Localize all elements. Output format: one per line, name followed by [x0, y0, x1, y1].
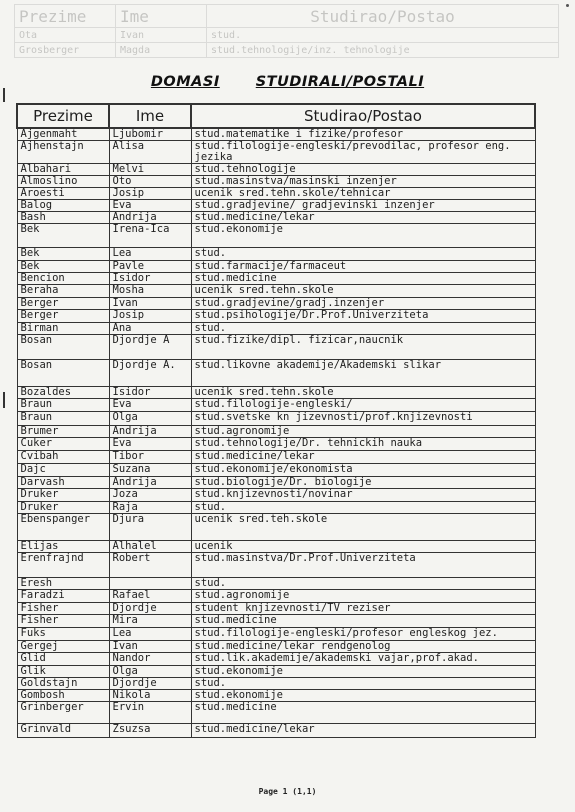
studied-cell: stud.ekonomije	[191, 224, 535, 248]
studied-cell: stud.medicine/lekar	[191, 212, 535, 224]
table-row	[17, 248, 535, 261]
surname-cell: Ajhenstajn	[17, 141, 109, 164]
table-row	[17, 477, 535, 489]
name-cell: Nikola	[109, 690, 191, 702]
table-row	[17, 128, 535, 141]
table-row	[17, 164, 535, 176]
studied-cell: stud.medicine	[191, 615, 535, 628]
table-header-row	[17, 104, 535, 128]
studied-cell: stud.medicine	[191, 273, 535, 285]
surname-cell: Gergej	[17, 641, 109, 653]
studied-cell: stud.agronomije	[191, 426, 535, 438]
name-cell	[109, 578, 191, 590]
table-row	[17, 603, 535, 615]
table-row	[17, 188, 535, 200]
surname-cell: Fisher	[17, 615, 109, 628]
surname-cell: Bash	[17, 212, 109, 224]
name-cell: Suzana	[109, 464, 191, 477]
table-row	[17, 653, 535, 666]
surname-cell: Albahari	[17, 164, 109, 176]
name-cell: Josip	[109, 310, 191, 323]
surname-cell: Balog	[17, 200, 109, 212]
table-row	[17, 578, 535, 590]
name-cell: Ervin	[109, 702, 191, 724]
studied-cell: stud.agronomije	[191, 590, 535, 603]
name-cell: Lea	[109, 628, 191, 641]
ghost-cell: Ivan	[116, 28, 207, 43]
studied-cell: stud.tehnologije	[191, 164, 535, 176]
studied-cell: ucenik	[191, 541, 535, 553]
studied-cell: stud.	[191, 502, 535, 514]
surname-cell: Fuks	[17, 628, 109, 641]
surname-cell: Darvash	[17, 477, 109, 489]
studied-cell: stud.gradjevine/ gradjevinski inzenjer	[191, 200, 535, 212]
table-row	[17, 360, 535, 387]
studied-cell: stud.medicine/lekar	[191, 451, 535, 464]
name-cell: Ivan	[109, 298, 191, 310]
table-row	[17, 200, 535, 212]
table-row	[17, 702, 535, 724]
table-row	[17, 451, 535, 464]
studied-cell: stud.ekonomije	[191, 690, 535, 702]
title-part-1: DOMASI	[150, 74, 220, 90]
name-cell: Olga	[109, 412, 191, 426]
name-cell: Tibor	[109, 451, 191, 464]
ghost-cell: stud.tehnologije/inz. tehnologije	[207, 43, 559, 58]
surname-cell: Faradzi	[17, 590, 109, 603]
surname-cell: Bosan	[17, 335, 109, 360]
studied-cell: stud.	[191, 578, 535, 590]
studied-cell: stud.ekonomije	[191, 666, 535, 678]
studied-cell: stud.tehnologije/Dr. tehnickih nauka	[191, 438, 535, 451]
studied-cell: stud.lik.akademije/akademski vajar,prof.akad.	[191, 653, 535, 666]
name-cell: Djordje A.	[109, 360, 191, 387]
table-row	[17, 489, 535, 502]
surname-cell: Bencion	[17, 273, 109, 285]
page-title	[0, 74, 575, 90]
table-row	[17, 464, 535, 477]
surname-cell: Braun	[17, 412, 109, 426]
studied-cell: ucenik sred.teh.skole	[191, 514, 535, 541]
studied-cell: stud.masinstva/masinski inzenjer	[191, 176, 535, 188]
surname-cell: Cvibah	[17, 451, 109, 464]
name-cell: Lea	[109, 248, 191, 261]
surname-cell: Bozaldes	[17, 387, 109, 399]
table-row	[17, 641, 535, 653]
name-cell: Nandor	[109, 653, 191, 666]
name-cell: Zsuzsa	[109, 724, 191, 738]
table-row	[17, 224, 535, 248]
column-header-name: Ime	[109, 104, 191, 128]
margin-mark	[3, 88, 5, 102]
table-row	[17, 399, 535, 412]
table-row	[17, 553, 535, 578]
name-cell: Isidor	[109, 387, 191, 399]
surname-cell: Glid	[17, 653, 109, 666]
surname-cell: Birman	[17, 323, 109, 335]
ghost-cell: stud.	[207, 28, 559, 43]
ghost-row	[15, 43, 559, 58]
studied-cell: stud.masinstva/Dr.Prof.Univerziteta	[191, 553, 535, 578]
table-row	[17, 502, 535, 514]
name-cell: Irena-Ica	[109, 224, 191, 248]
studied-cell: stud.likovne akademije/Akademski slikar	[191, 360, 535, 387]
surname-cell: Grinvald	[17, 724, 109, 738]
surname-cell: Bek	[17, 224, 109, 248]
studied-cell: stud.filologije-engleski/	[191, 399, 535, 412]
table-row	[17, 141, 535, 164]
name-cell: Andrija	[109, 212, 191, 224]
surname-cell: Goldstajn	[17, 678, 109, 690]
surname-cell: Beraha	[17, 285, 109, 298]
surname-cell: Bosan	[17, 360, 109, 387]
surname-cell: Cuker	[17, 438, 109, 451]
name-cell: Djura	[109, 514, 191, 541]
surname-cell: Braun	[17, 399, 109, 412]
table-body	[17, 128, 535, 738]
table-row	[17, 541, 535, 553]
students-table	[16, 103, 536, 738]
studied-cell: stud.ekonomije/ekonomista	[191, 464, 535, 477]
surname-cell: Druker	[17, 489, 109, 502]
name-cell: Djordje A	[109, 335, 191, 360]
surname-cell: Gombosh	[17, 690, 109, 702]
table-row	[17, 212, 535, 224]
table-row	[17, 285, 535, 298]
title-part-2: STUDIRALI/POSTALI	[255, 74, 425, 90]
surname-cell: Glik	[17, 666, 109, 678]
name-cell: Robert	[109, 553, 191, 578]
table-row	[17, 335, 535, 360]
name-cell: Raja	[109, 502, 191, 514]
name-cell: Eva	[109, 200, 191, 212]
surname-cell: Bek	[17, 248, 109, 261]
studied-cell: stud.fizike/dipl. fizicar,naucnik	[191, 335, 535, 360]
table-row	[17, 273, 535, 285]
surname-cell: Almoslino	[17, 176, 109, 188]
name-cell: Djordje	[109, 603, 191, 615]
studied-cell: stud.farmacije/farmaceut	[191, 261, 535, 273]
studied-cell: stud.medicine/lekar	[191, 724, 535, 738]
table-row	[17, 438, 535, 451]
surname-cell: Berger	[17, 310, 109, 323]
surname-cell: Bek	[17, 261, 109, 273]
surname-cell: Fisher	[17, 603, 109, 615]
name-cell: Ivan	[109, 641, 191, 653]
name-cell: Ljubomir	[109, 128, 191, 141]
surname-cell: Eresh	[17, 578, 109, 590]
ghost-header-cell: Studirao/Postao	[207, 5, 559, 28]
name-cell: Joza	[109, 489, 191, 502]
name-cell: Djordje	[109, 678, 191, 690]
name-cell: Oto	[109, 176, 191, 188]
ghost-header-cell: Prezime	[15, 5, 116, 28]
table-row	[17, 628, 535, 641]
surname-cell: Brumer	[17, 426, 109, 438]
studied-cell: stud.svetske kn jizevnosti/prof.knjizevnosti	[191, 412, 535, 426]
name-cell: Eva	[109, 438, 191, 451]
name-cell: Alisa	[109, 141, 191, 164]
table-row	[17, 176, 535, 188]
bleed-through-header	[14, 4, 559, 58]
table-row	[17, 724, 535, 738]
name-cell: Pavle	[109, 261, 191, 273]
studied-cell: ucenik sred.tehn.skole	[191, 387, 535, 399]
studied-cell: stud.biologije/Dr. biologije	[191, 477, 535, 489]
table-row	[17, 615, 535, 628]
name-cell: Mosha	[109, 285, 191, 298]
column-header-surname: Prezime	[17, 104, 109, 128]
name-cell: Olga	[109, 666, 191, 678]
ghost-cell: Magda	[116, 43, 207, 58]
surname-cell: Aroesti	[17, 188, 109, 200]
name-cell: Melvi	[109, 164, 191, 176]
name-cell: Alhalel	[109, 541, 191, 553]
ghost-cell: Grosberger	[15, 43, 116, 58]
ghost-header-row	[15, 5, 559, 28]
studied-cell: stud.matematike i fizike/profesor	[191, 128, 535, 141]
surname-cell: Erenfrajnd	[17, 553, 109, 578]
table-row	[17, 666, 535, 678]
table-row	[17, 412, 535, 426]
studied-cell: stud.knjizevnosti/novinar	[191, 489, 535, 502]
studied-cell: stud.	[191, 323, 535, 335]
table-row	[17, 514, 535, 541]
table-row	[17, 310, 535, 323]
name-cell: Isidor	[109, 273, 191, 285]
name-cell: Mira	[109, 615, 191, 628]
surname-cell: Elijas	[17, 541, 109, 553]
studied-cell: stud.	[191, 248, 535, 261]
studied-cell: stud.gradjevine/gradj.inzenjer	[191, 298, 535, 310]
name-cell: Eva	[109, 399, 191, 412]
studied-cell: stud.filologije-engleski/prevodilac, profesor eng. jezika	[191, 141, 535, 164]
name-cell: Andrija	[109, 426, 191, 438]
table-row	[17, 426, 535, 438]
staple-mark	[566, 4, 569, 7]
studied-cell: stud.	[191, 678, 535, 690]
name-cell: Andrija	[109, 477, 191, 489]
surname-cell: Grinberger	[17, 702, 109, 724]
studied-cell: ucenik sred.tehn.skole	[191, 285, 535, 298]
page-number: Page 1 (1,1)	[258, 787, 317, 796]
table-row	[17, 387, 535, 399]
table-row	[17, 298, 535, 310]
surname-cell: Druker	[17, 502, 109, 514]
studied-cell: stud.psihologije/Dr.Prof.Univerziteta	[191, 310, 535, 323]
ghost-header-cell: Ime	[116, 5, 207, 28]
surname-cell: Ebenspanger	[17, 514, 109, 541]
studied-cell: stud.medicine/lekar rendgenolog	[191, 641, 535, 653]
studied-cell: stud.filologije-engleski/profesor engleskog jez.	[191, 628, 535, 641]
table-row	[17, 323, 535, 335]
ghost-cell: Ota	[15, 28, 116, 43]
surname-cell: Dajc	[17, 464, 109, 477]
ghost-table	[14, 4, 559, 58]
studied-cell: ucenik sred.tehn.skole/tehnicar	[191, 188, 535, 200]
margin-mark	[3, 392, 5, 408]
name-cell: Josip	[109, 188, 191, 200]
table-row	[17, 261, 535, 273]
name-cell: Ana	[109, 323, 191, 335]
surname-cell: Ajgenmaht	[17, 128, 109, 141]
studied-cell: student knjizevnosti/TV reziser	[191, 603, 535, 615]
table-row	[17, 590, 535, 603]
surname-cell: Berger	[17, 298, 109, 310]
table-row	[17, 690, 535, 702]
column-header-studied: Studirao/Postao	[191, 104, 535, 128]
ghost-row	[15, 28, 559, 43]
table-row	[17, 678, 535, 690]
name-cell: Rafael	[109, 590, 191, 603]
studied-cell: stud.medicine	[191, 702, 535, 724]
